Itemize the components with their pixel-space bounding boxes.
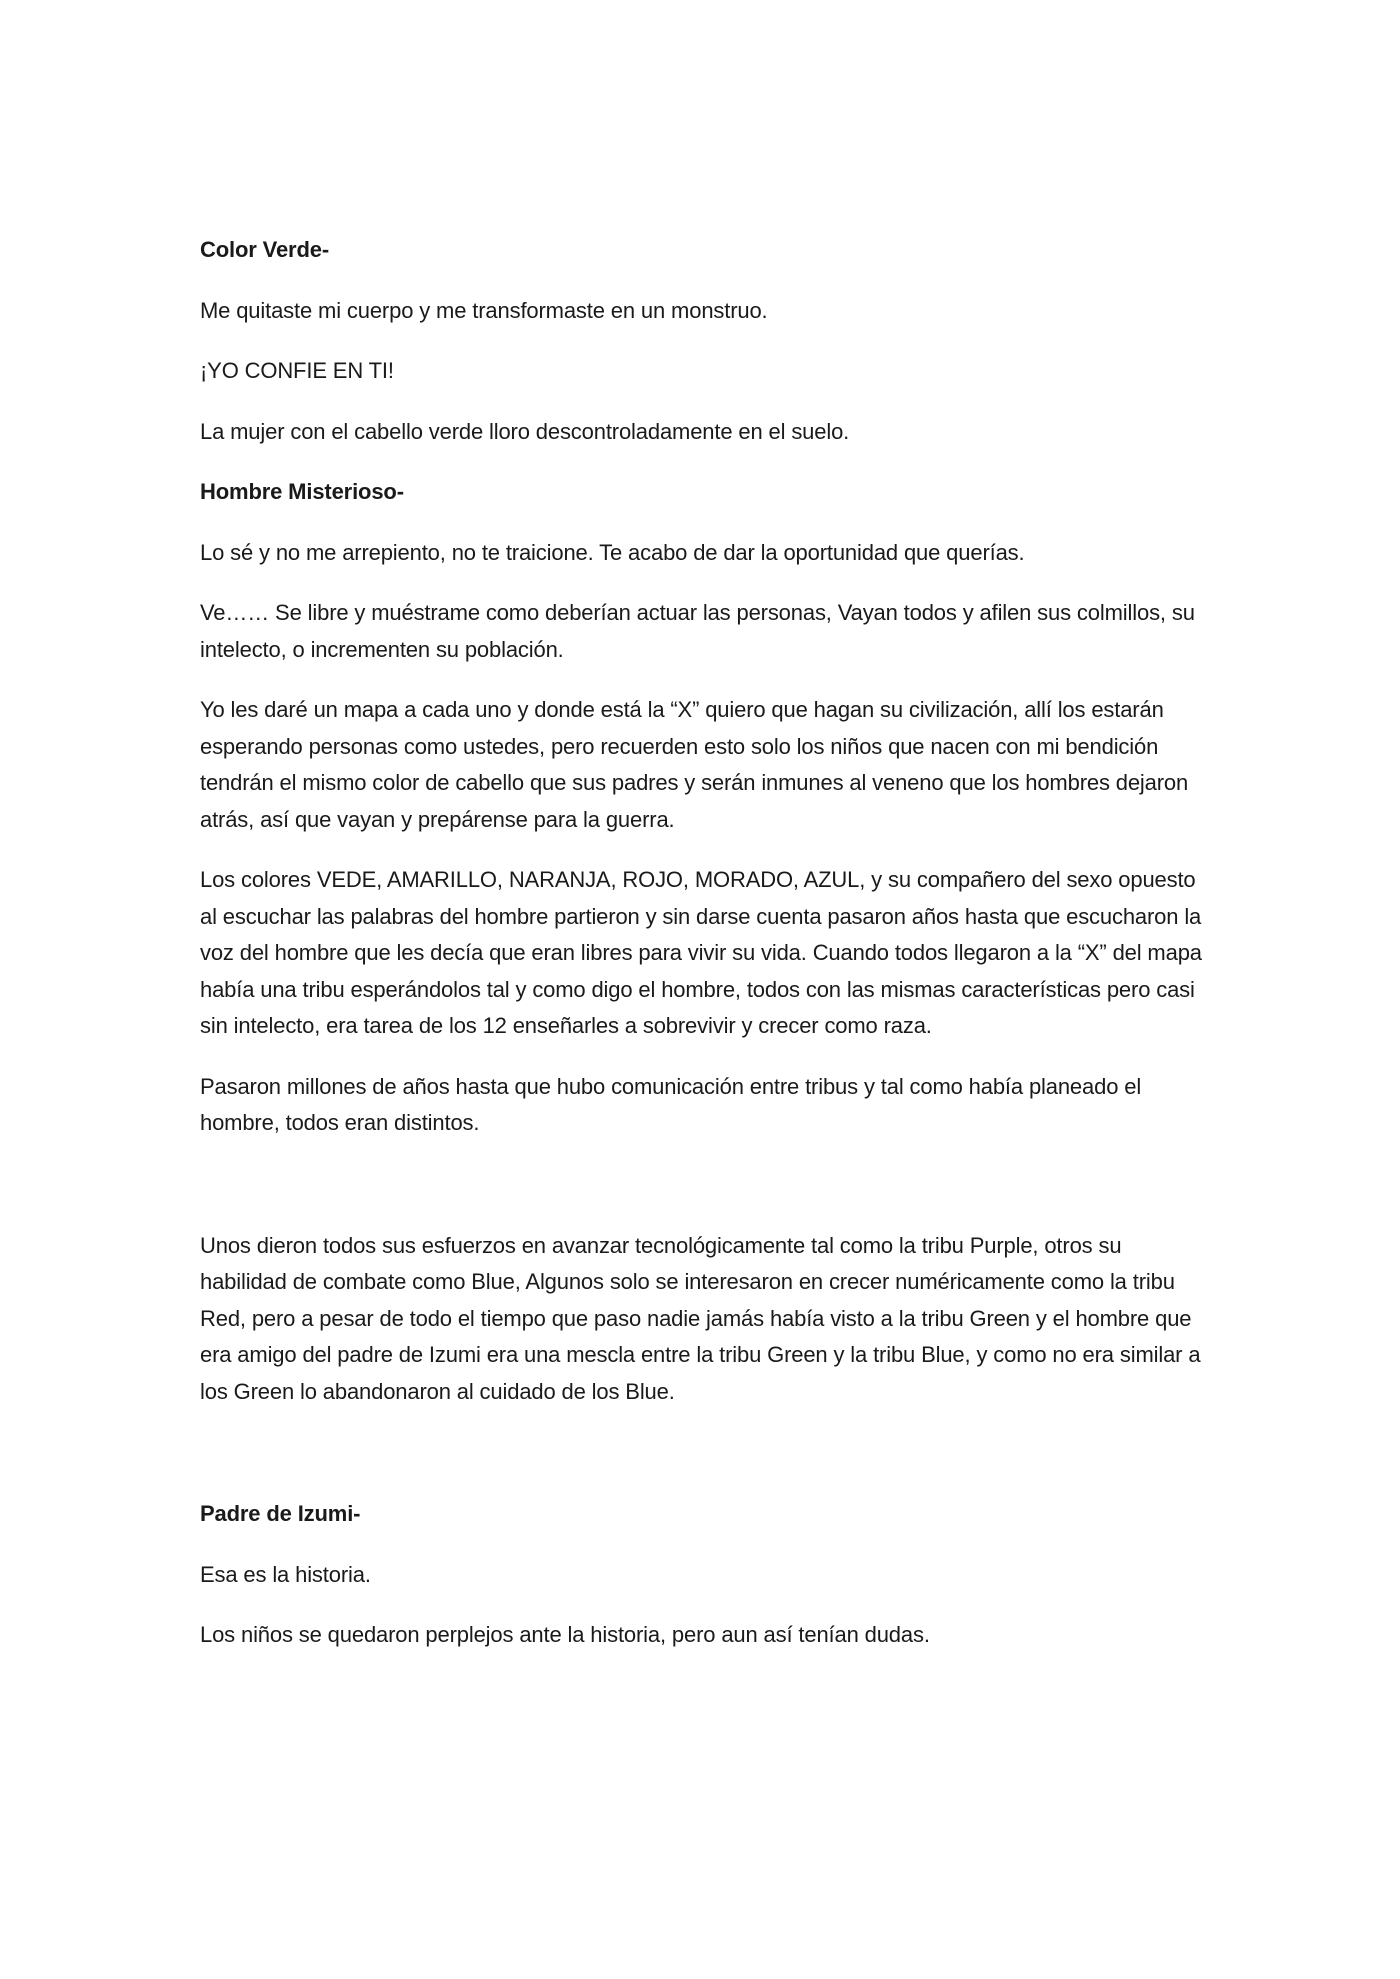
paragraph: Unos dieron todos sus esfuerzos en avanzar tecnológicamente tal como la tribu Purple, otros su habilidad de combate como Blue, Algunos solo se interesaron en crecer numéricamente como la tribu Red, pero a pesar de todo el tiempo que paso nadie jamás había visto a la tribu Green y el hombre que era amigo del padre de Izumi era una mescla entre la tribu Green y la tribu Blue, y como no era similar a los Green lo abandonaron al cuidado de los Blue. bbox=[200, 1232, 1201, 1404]
speaker-heading-color-verde: Color Verde- bbox=[200, 237, 330, 262]
paragraph: Esa es la historia. bbox=[200, 1561, 371, 1587]
paragraph: Pasaron millones de años hasta que hubo comunicación entre tribus y tal como había planeado el hombre, todos eran distintos. bbox=[200, 1073, 1142, 1135]
speaker-heading-hombre-misterioso: Hombre Misterioso- bbox=[200, 479, 404, 504]
speaker-heading-padre-de-izumi: Padre de Izumi- bbox=[200, 1501, 361, 1526]
paragraph: Ve…… Se libre y muéstrame como deberían actuar las personas, Vayan todos y afilen sus colmillos, su intelecto, o incrementen su población. bbox=[200, 600, 1195, 662]
paragraph: Lo sé y no me arrepiento, no te traicione. Te acabo de dar la oportunidad que querías. bbox=[200, 539, 1025, 565]
paragraph: La mujer con el cabello verde lloro descontroladamente en el suelo. bbox=[200, 418, 850, 444]
paragraph: Los colores VEDE, AMARILLO, NARANJA, ROJO, MORADO, AZUL, y su compañero del sexo opuesto al escuchar las palabras del hombre partieron y sin darse cuenta pasaron años hasta que escucharon la voz del hombre que les decía que eran libres para vivir su vida. Cuando todos llegaron a la “X” del mapa había una tribu esperándolos tal y como digo el hombre, todos con las mismas características pero casi sin intelecto, era tarea de los 12 enseñarles a sobrevivir y crecer como raza. bbox=[200, 867, 1202, 1038]
paragraph: Me quitaste mi cuerpo y me transformaste en un monstruo. bbox=[200, 297, 768, 323]
document-body bbox=[200, 232, 1210, 1678]
paragraph: Yo les daré un mapa a cada uno y donde está la “X” quiero que hagan su civilización, allí los estarán esperando personas como ustedes, pero recuerden esto solo los niños que nacen con mi bendición tendrán el mismo color de cabello que sus padres y serán inmunes al veneno que los hombres dejaron atrás, así que vayan y prepárense para la guerra. bbox=[200, 697, 1189, 832]
paragraph: ¡YO CONFIE EN TI! bbox=[200, 358, 394, 383]
paragraph: Los niños se quedaron perplejos ante la historia, pero aun así tenían dudas. bbox=[200, 1622, 930, 1647]
